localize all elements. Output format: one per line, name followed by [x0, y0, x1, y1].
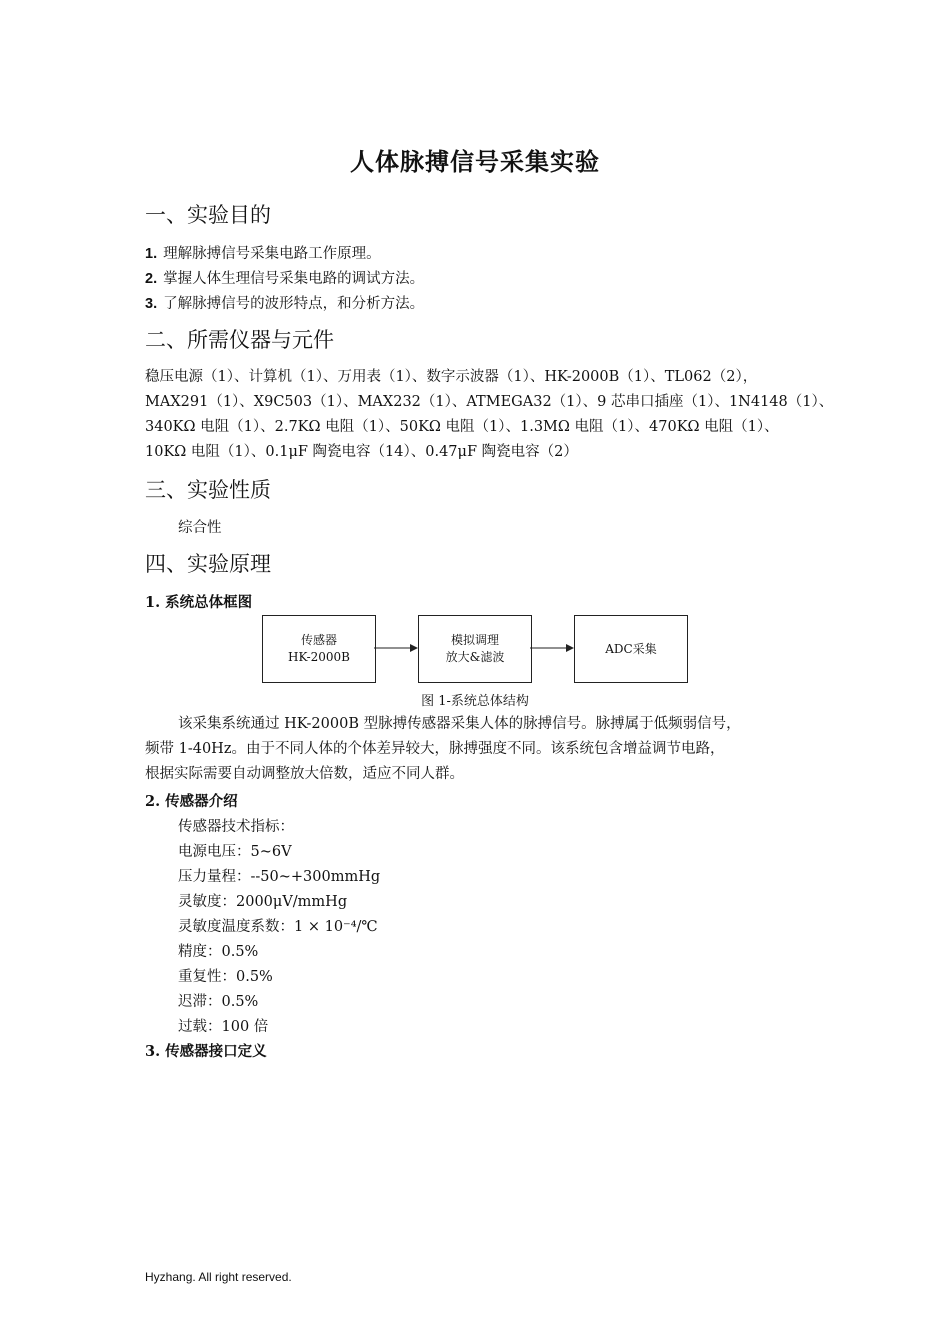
diagram-arrow-2: [530, 640, 576, 656]
page-footer: Hyzhang. All right reserved.: [145, 1270, 292, 1284]
spec-line: 灵敏度：2000μV/mmHg: [178, 894, 348, 910]
list-number: 1.: [145, 246, 158, 262]
list-text: 理解脉搏信号采集电路工作原理。: [163, 246, 381, 262]
diagram-arrow-1: [374, 640, 420, 656]
spec-line: 迟滞：0.5%: [178, 994, 259, 1010]
box-label: 模拟调理: [450, 633, 499, 647]
spec-line: 过载：100 倍: [178, 1019, 269, 1035]
box-label: ADC采集: [605, 641, 657, 656]
equipment-line: MAX291（1）、X9C503（1）、MAX232（1）、ATMEGA32（1）、9 芯串口插座（1）、1N4148（1）、: [145, 394, 834, 410]
page-title: 人体脉搏信号采集实验: [350, 147, 600, 176]
box-label: 放大&滤波: [445, 650, 505, 664]
list-item: [145, 292, 424, 313]
box-label: 传感器: [300, 633, 337, 647]
spec-line: 压力量程：--50~+300mmHg: [178, 869, 381, 885]
paragraph-line: 频带 1-40Hz。由于不同人体的个体差异较大，脉搏强度不同。该系统包含增益调节电路，: [145, 741, 725, 757]
principle-paragraph: [145, 712, 805, 787]
equipment-list: [145, 365, 834, 465]
section-heading-principle: 四、实验原理: [145, 552, 271, 576]
equipment-line: 340KΩ 电阻（1）、2.7KΩ 电阻（1）、50KΩ 电阻（1）、1.3MΩ 电阻（1）、470KΩ 电阻（1）、: [145, 419, 779, 435]
list-text: 了解脉搏信号的波形特点，和分析方法。: [163, 296, 425, 312]
list-number: 2.: [145, 271, 158, 287]
subheading-block-diagram: 1. 系统总体框图: [145, 594, 253, 611]
spec-line: 精度：0.5%: [178, 944, 259, 960]
diagram-box-conditioning: [418, 615, 532, 683]
diagram-box-adc: [574, 615, 688, 683]
spec-line: 重复性：0.5%: [178, 969, 273, 985]
list-number: 3.: [145, 296, 158, 312]
diagram-box-sensor: [262, 615, 376, 683]
section-heading-nature: 三、实验性质: [145, 478, 271, 502]
box-label: HK-2000B: [288, 650, 350, 664]
equipment-line: 稳压电源（1）、计算机（1）、万用表（1）、数字示波器（1）、HK-2000B（1）、TL062（2），: [145, 369, 758, 385]
spec-line: 传感器技术指标：: [178, 819, 294, 835]
list-item: [145, 242, 381, 263]
section-heading-purpose: 一、实验目的: [145, 203, 271, 227]
section-heading-equipment: 二、所需仪器与元件: [145, 328, 334, 352]
subheading-sensor-intro: 2. 传感器介绍: [145, 793, 238, 810]
spec-line: 电源电压：5~6V: [178, 844, 292, 860]
subheading-sensor-interface: 3. 传感器接口定义: [145, 1043, 267, 1060]
experiment-nature: 综合性: [178, 520, 222, 536]
paragraph-line: 该采集系统通过 HK-2000B 型脉搏传感器采集人体的脉搏信号。脉搏属于低频弱信号，: [178, 716, 741, 732]
equipment-line: 10KΩ 电阻（1）、0.1μF 陶瓷电容（14）、0.47μF 陶瓷电容（2）: [145, 444, 578, 460]
list-text: 掌握人体生理信号采集电路的调试方法。: [163, 271, 425, 287]
paragraph-line: 根据实际需要自动调整放大倍数，适应不同人群。: [145, 766, 464, 782]
figure-caption: 图 1-系统总体结构: [421, 694, 529, 709]
list-item: [145, 267, 424, 288]
spec-line: 灵敏度温度系数：1 × 10⁻⁴/℃: [178, 919, 378, 935]
